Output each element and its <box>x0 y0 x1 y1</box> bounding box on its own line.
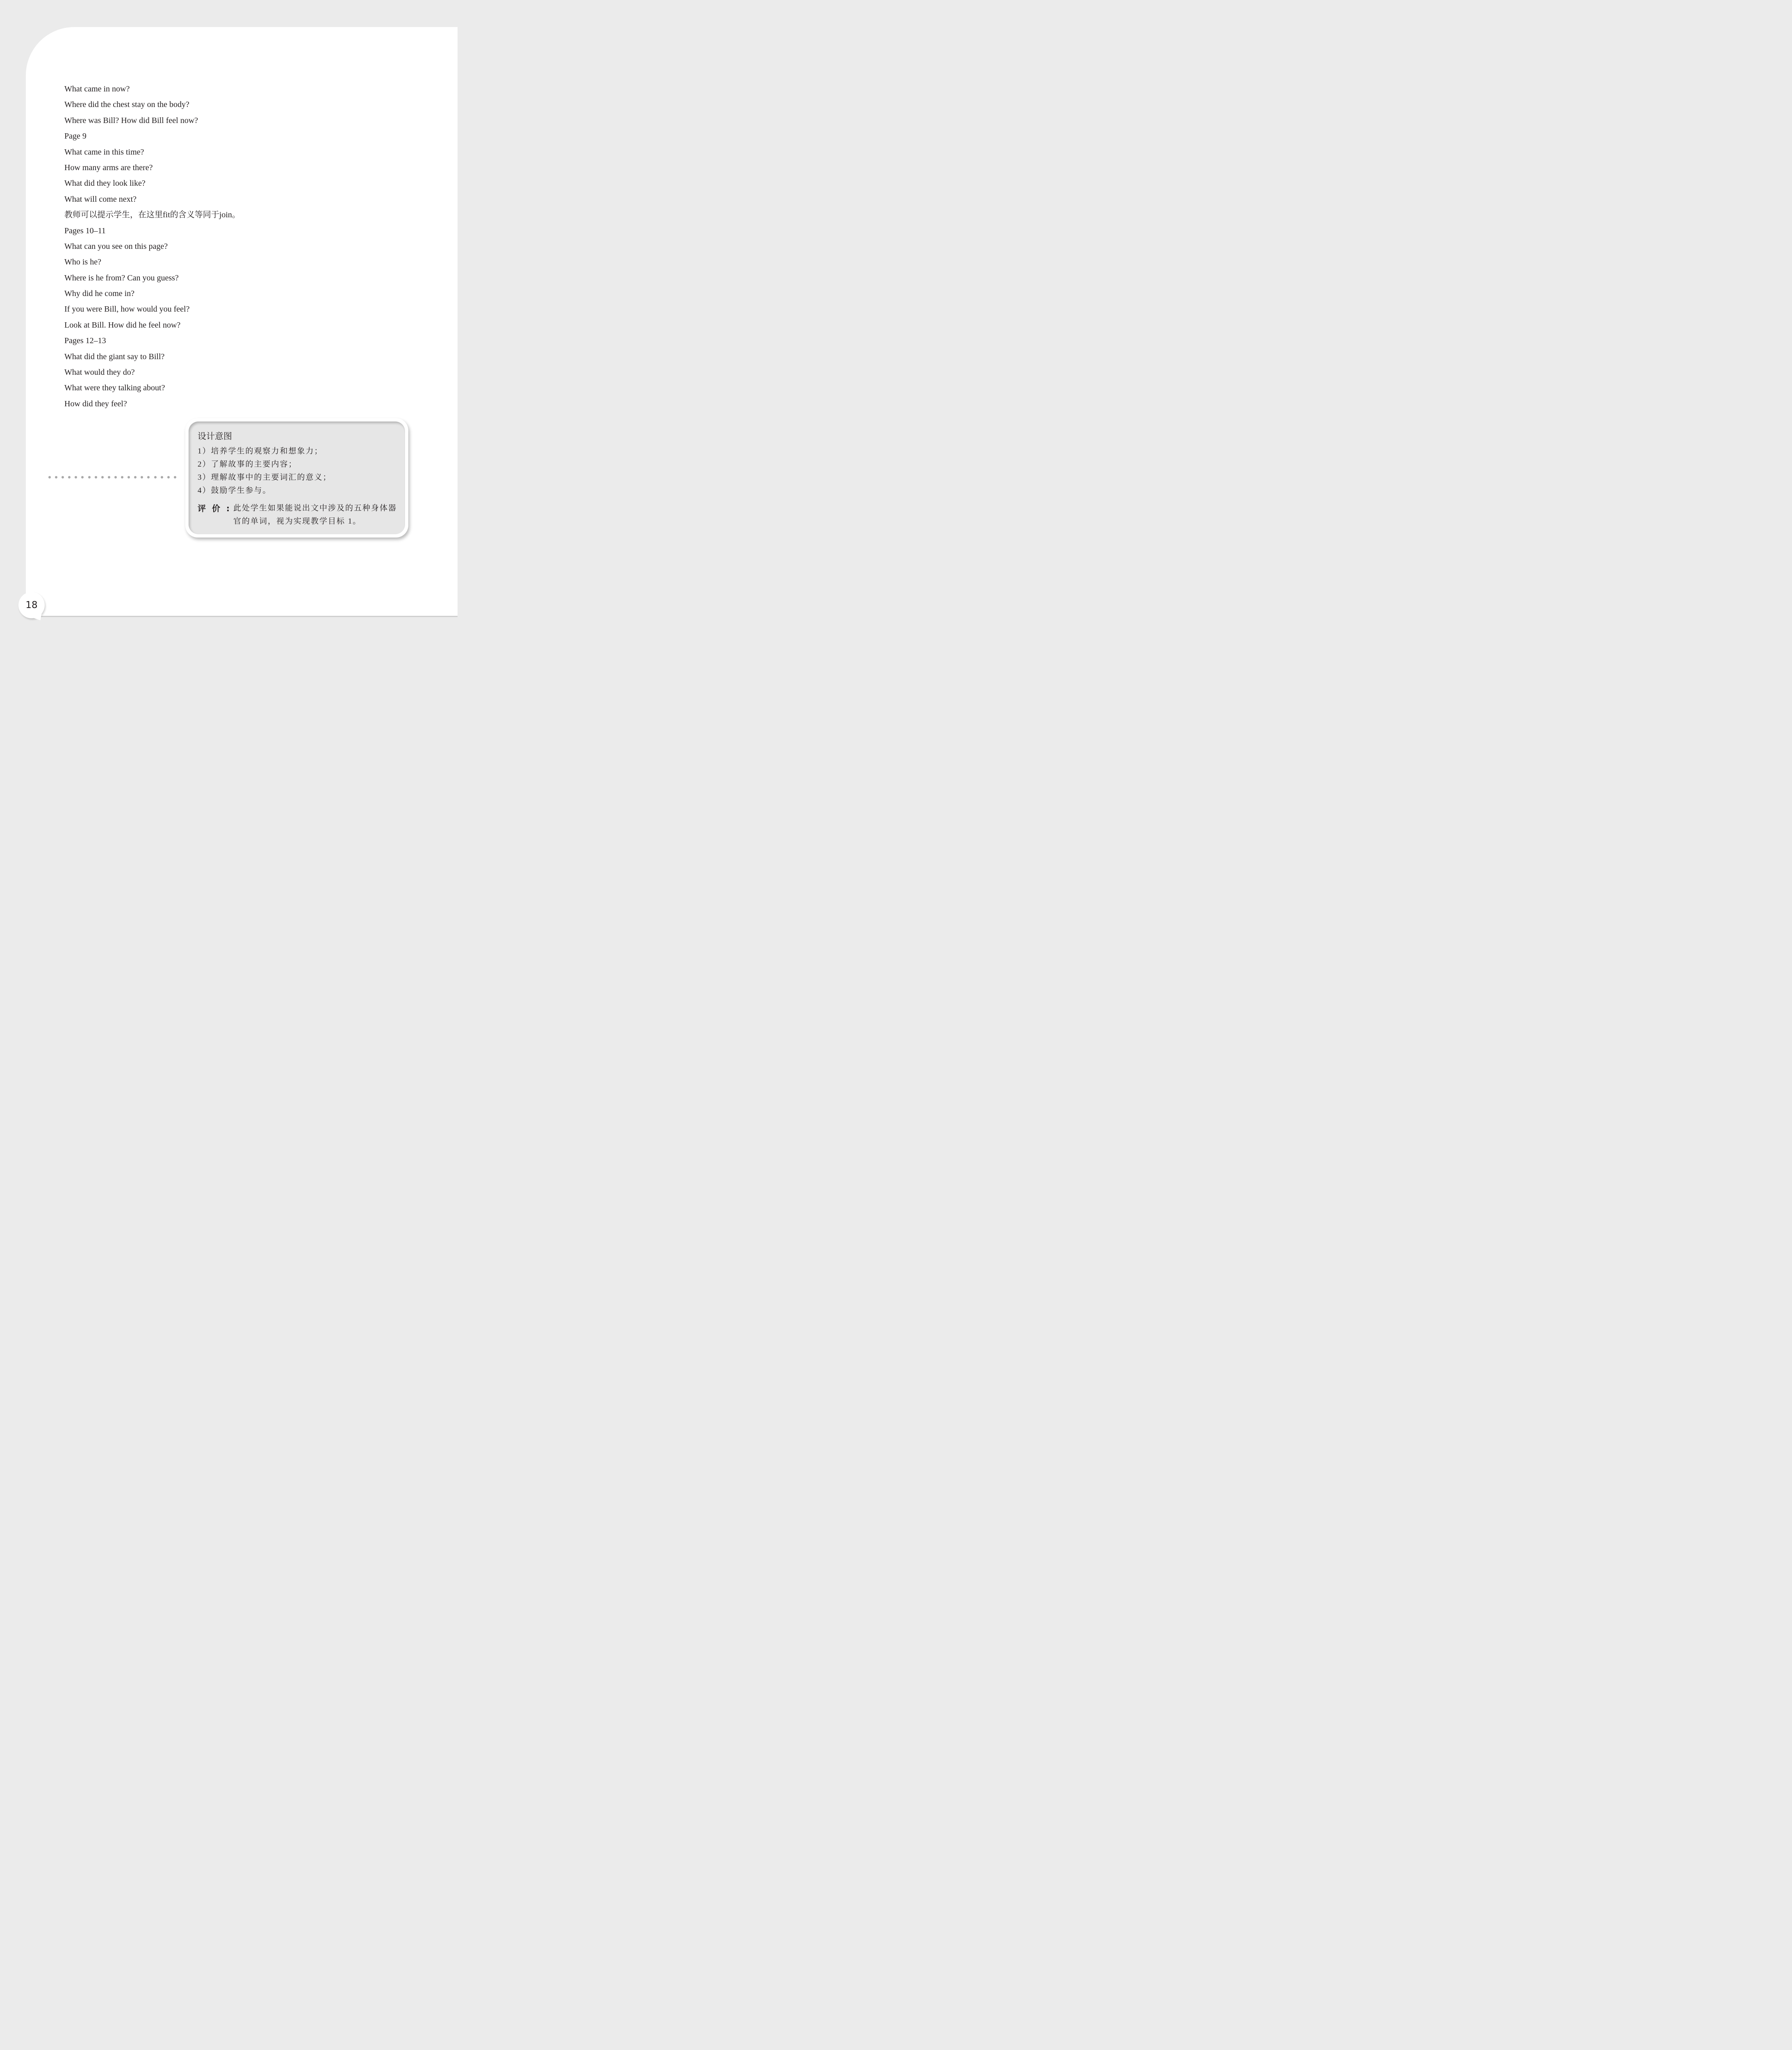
question-line: What can you see on this page? <box>64 241 168 251</box>
design-intent-list <box>198 445 332 497</box>
section-heading: Pages 10–11 <box>64 226 106 235</box>
question-line: How many arms are there? <box>64 163 153 172</box>
evaluation-text: 此处学生如果能说出文中涉及的五种身体器官的单词，视为实现教学目标 1。 <box>233 504 397 526</box>
question-line: Why did he come in? <box>64 289 135 298</box>
question-line: Where was Bill? How did Bill feel now? <box>64 116 198 125</box>
question-line: What did they look like? <box>64 179 146 188</box>
question-line: Look at Bill. How did he feel now? <box>64 320 181 330</box>
design-intent-item: 2）了解故事的主要内容； <box>198 460 297 469</box>
section-heading: Page 9 <box>64 132 87 141</box>
question-line: What did the giant say to Bill? <box>64 352 165 361</box>
section-heading: Pages 12–13 <box>64 336 106 346</box>
question-line: What came in this time? <box>64 147 144 157</box>
question-line: If you were Bill, how would you feel? <box>64 305 190 314</box>
dotted-divider <box>48 476 176 478</box>
evaluation <box>198 502 398 528</box>
design-intent-item: 3）理解故事中的主要词汇的意义； <box>198 473 332 482</box>
question-line: How did they feel? <box>64 399 127 408</box>
question-line: Who is he? <box>64 257 101 267</box>
page-number-label: 18 <box>25 600 38 610</box>
design-intent-item: 4）鼓励学生参与。 <box>198 486 271 495</box>
page-number <box>18 592 45 618</box>
question-line: What came in now? <box>64 84 130 93</box>
question-line: What would they do? <box>64 368 135 377</box>
question-line: What will come next? <box>64 194 137 204</box>
design-intent-item: 1）培养学生的观察力和想象力； <box>198 447 323 456</box>
question-line: Where did the chest stay on the body? <box>64 100 189 109</box>
question-line: Where is he from? Can you guess? <box>64 273 179 282</box>
question-list <box>64 81 240 412</box>
question-line: What were they talking about? <box>64 383 165 393</box>
teacher-note: 教师可以提示学生，在这里fit的含义等同于join。 <box>64 210 240 220</box>
design-intent-title: 设计意图 <box>198 431 232 441</box>
evaluation-label: 评价: <box>198 503 236 513</box>
